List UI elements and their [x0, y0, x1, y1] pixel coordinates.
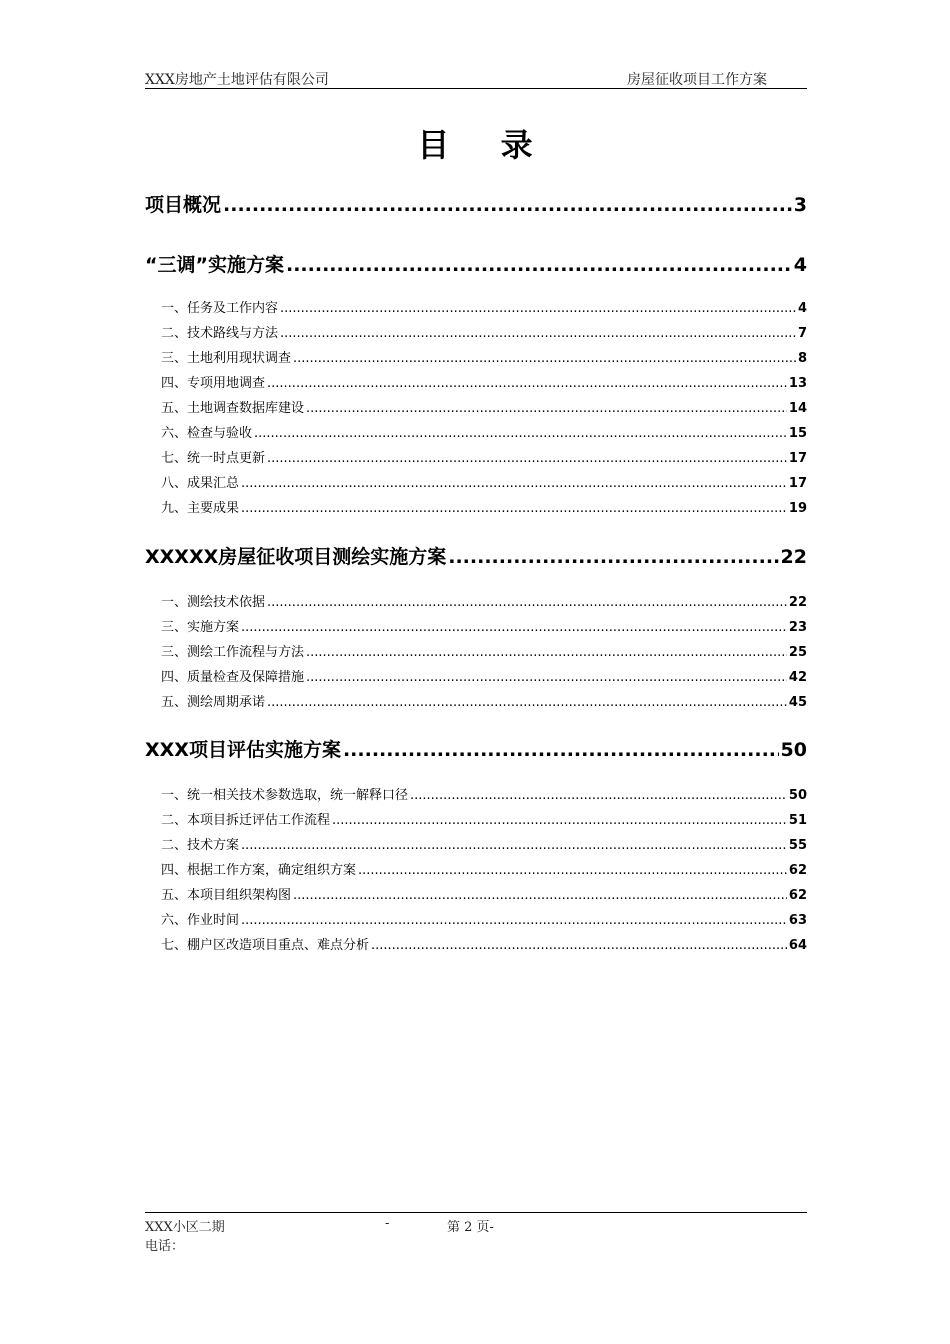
toc-entry-label: 三、土地利用现状调查 — [161, 351, 292, 366]
toc-entry-section[interactable] — [145, 809, 807, 828]
toc-entry-section[interactable] — [145, 422, 807, 441]
toc-entry-page: 50 — [788, 788, 807, 803]
toc-entry-page: 55 — [788, 838, 807, 853]
toc-dot-leader — [223, 194, 792, 216]
toc-entry-label: 项目概况 — [145, 194, 222, 216]
toc-entry-section[interactable] — [145, 372, 807, 391]
toc-entry-section[interactable] — [145, 322, 807, 341]
toc-entry-label: 五、土地调查数据库建设 — [161, 401, 305, 416]
toc-entry-section[interactable] — [145, 616, 807, 635]
toc-entry-label: 一、统一相关技术参数选取，统一解释口径 — [161, 788, 409, 803]
toc-entry-label: 一、测绘技术依据 — [161, 595, 266, 610]
toc-dot-leader — [306, 401, 787, 416]
toc-entry-page: 8 — [797, 351, 807, 366]
toc-entry-section[interactable] — [145, 884, 807, 903]
toc-dot-leader — [448, 546, 778, 568]
toc-dot-leader — [267, 695, 787, 710]
toc-dot-leader — [267, 451, 787, 466]
toc-entry-section[interactable] — [145, 666, 807, 685]
toc-entry-page: 51 — [788, 813, 807, 828]
page-header — [145, 66, 807, 89]
toc-dot-leader — [241, 620, 787, 635]
toc-entry-label: 五、本项目组织架构图 — [161, 888, 292, 903]
toc-entry-chapter[interactable] — [145, 250, 807, 277]
footer-project: XXX小区二期 — [145, 1220, 225, 1235]
toc-entry-chapter[interactable] — [145, 542, 807, 569]
toc-entry-page: 62 — [788, 888, 807, 903]
toc-entry-label: 五、测绘周期承诺 — [161, 695, 266, 710]
toc-entry-page: 13 — [788, 376, 807, 391]
toc-entry-label: 一、任务及工作内容 — [161, 301, 279, 316]
toc-dot-leader — [306, 645, 787, 660]
footer-page-number: 第 2 页- — [447, 1220, 494, 1235]
toc-dot-leader — [241, 913, 787, 928]
toc-entry-label: 二、技术方案 — [161, 838, 240, 853]
toc-entry-page: 50 — [780, 739, 807, 761]
toc-entry-page: 17 — [788, 476, 807, 491]
toc-entry-section[interactable] — [145, 834, 807, 853]
toc-entry-label: XXX项目评估实施方案 — [145, 739, 341, 761]
toc-entry-section[interactable] — [145, 472, 807, 491]
toc-entry-section[interactable] — [145, 591, 807, 610]
toc-entry-label: 七、统一时点更新 — [161, 451, 266, 466]
toc-entry-label: 四、专项用地调查 — [161, 376, 266, 391]
toc-entry-chapter[interactable] — [145, 190, 807, 217]
toc-dot-leader — [241, 838, 787, 853]
toc-entry-label: 四、根据工作方案，确定组织方案 — [161, 863, 357, 878]
toc-dot-leader — [358, 863, 787, 878]
toc-entry-page: 22 — [780, 546, 807, 568]
header-company: XXX房地产土地评估有限公司 — [145, 72, 329, 88]
footer-phone-label: 电话： — [145, 1239, 185, 1254]
toc-entry-chapter[interactable] — [145, 735, 807, 762]
toc-entry-label: 八、成果汇总 — [161, 476, 240, 491]
toc-entry-label: “三调”实施方案 — [145, 254, 284, 276]
toc-dot-leader — [267, 595, 787, 610]
toc-entry-section[interactable] — [145, 859, 807, 878]
toc-entry-section[interactable] — [145, 784, 807, 803]
toc-entry-page: 64 — [788, 938, 807, 953]
toc-dot-leader — [293, 351, 796, 366]
toc-entry-section[interactable] — [145, 297, 807, 316]
toc-dot-leader — [267, 376, 787, 391]
toc-entry-section[interactable] — [145, 397, 807, 416]
toc-dot-leader — [343, 739, 779, 761]
toc-entry-page: 22 — [788, 595, 807, 610]
footer-dash: - — [385, 1216, 390, 1231]
toc-entry-page: 42 — [788, 670, 807, 685]
toc-entry-page: 3 — [793, 194, 807, 216]
toc-dot-leader — [306, 670, 787, 685]
toc-dot-leader — [286, 254, 792, 276]
toc-title: 目 录 — [417, 126, 553, 164]
toc-entry-label: 四、质量检查及保障措施 — [161, 670, 305, 685]
toc-dot-leader — [280, 301, 796, 316]
toc-entry-page: 4 — [797, 301, 807, 316]
toc-dot-leader — [410, 788, 787, 803]
page-footer — [145, 1212, 807, 1254]
toc-entry-label: 二、技术路线与方法 — [161, 326, 279, 341]
toc-entry-page: 62 — [788, 863, 807, 878]
toc-entry-page: 14 — [788, 401, 807, 416]
toc-entry-section[interactable] — [145, 641, 807, 660]
toc-entry-page: 45 — [788, 695, 807, 710]
toc-entry-label: 九、主要成果 — [161, 501, 240, 516]
toc-entry-label: 六、检查与验收 — [161, 426, 253, 441]
toc-entry-label: XXXXX房屋征收项目测绘实施方案 — [145, 546, 447, 568]
toc-dot-leader — [241, 501, 787, 516]
toc-entry-page: 17 — [788, 451, 807, 466]
toc-entry-label: 七、棚户区改造项目重点、难点分析 — [161, 938, 370, 953]
toc-entry-section[interactable] — [145, 447, 807, 466]
toc-entry-page: 25 — [788, 645, 807, 660]
toc-entry-section[interactable] — [145, 909, 807, 928]
toc-dot-leader — [280, 326, 796, 341]
toc-entry-section[interactable] — [145, 497, 807, 516]
toc-entry-page: 63 — [788, 913, 807, 928]
toc-entry-page: 15 — [788, 426, 807, 441]
toc-entry-label: 三、实施方案 — [161, 620, 240, 635]
toc-entry-section[interactable] — [145, 691, 807, 710]
toc-entry-label: 六、作业时间 — [161, 913, 240, 928]
toc-dot-leader — [293, 888, 787, 903]
toc-dot-leader — [241, 476, 787, 491]
toc-entry-label: 二、本项目拆迁评估工作流程 — [161, 813, 331, 828]
toc-entry-page: 23 — [788, 620, 807, 635]
toc-dot-leader — [254, 426, 787, 441]
toc-dot-leader — [332, 813, 787, 828]
toc-entry-section[interactable] — [145, 347, 807, 366]
toc-entry-page: 19 — [788, 501, 807, 516]
toc-dot-leader — [371, 938, 787, 953]
toc-entry-page: 7 — [797, 326, 807, 341]
toc-entry-section[interactable] — [145, 934, 807, 953]
toc-entry-label: 三、测绘工作流程与方法 — [161, 645, 305, 660]
toc-entry-page: 4 — [793, 254, 807, 276]
header-doc-title: 房屋征收项目工作方案 — [627, 72, 767, 88]
